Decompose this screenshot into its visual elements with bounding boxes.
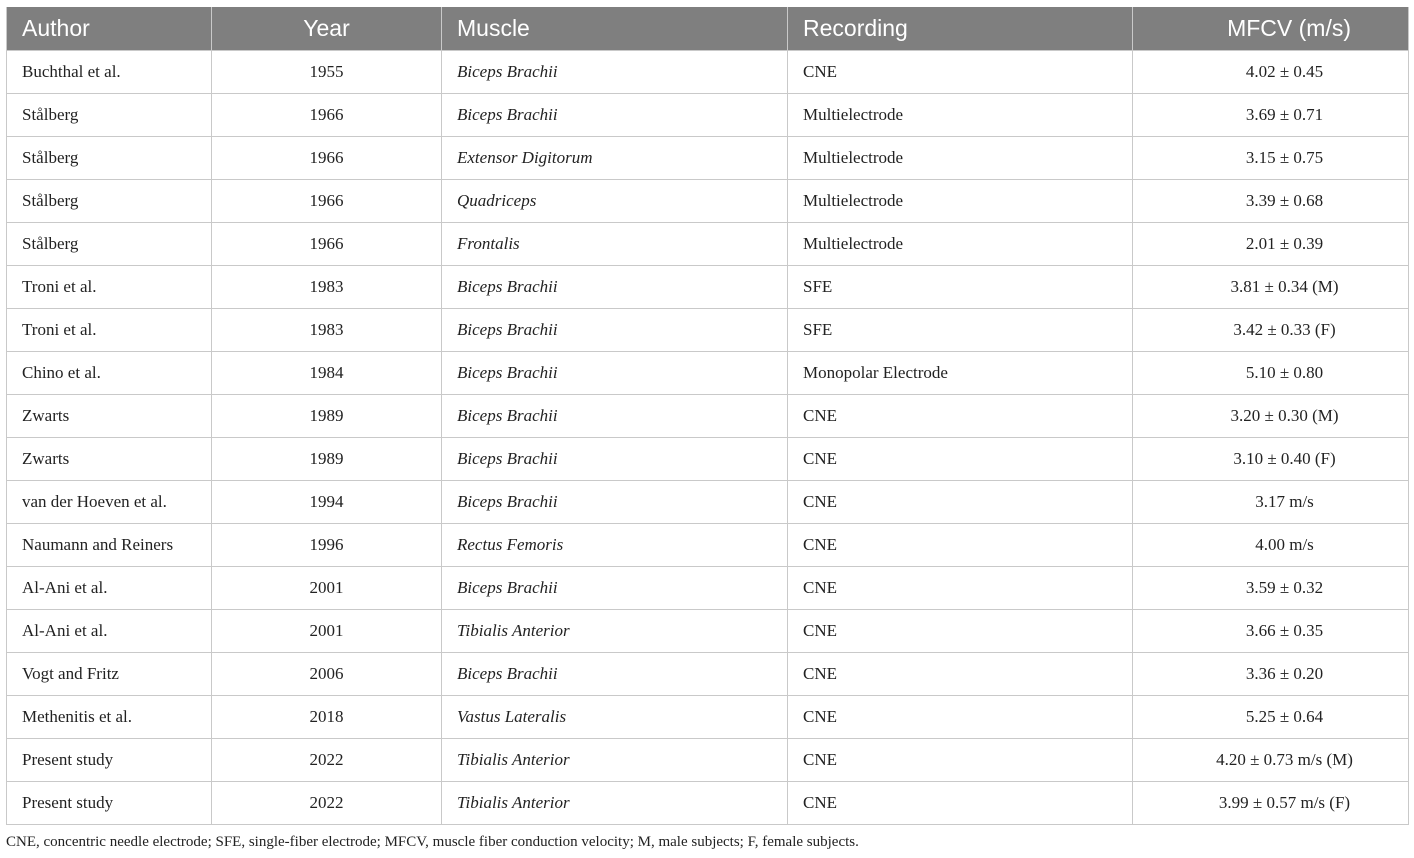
cell-recording: CNE (788, 395, 1133, 438)
cell-year: 1983 (212, 266, 442, 309)
cell-mfcv: 3.69 ± 0.71 (1133, 94, 1409, 137)
cell-author: van der Hoeven et al. (7, 481, 212, 524)
cell-year: 2006 (212, 653, 442, 696)
cell-mfcv: 5.10 ± 0.80 (1133, 352, 1409, 395)
cell-year: 1996 (212, 524, 442, 567)
cell-mfcv: 3.39 ± 0.68 (1133, 180, 1409, 223)
cell-year: 1955 (212, 51, 442, 94)
cell-recording: Multielectrode (788, 223, 1133, 266)
cell-author: Al-Ani et al. (7, 567, 212, 610)
cell-mfcv: 4.00 m/s (1133, 524, 1409, 567)
cell-year: 2001 (212, 567, 442, 610)
cell-mfcv: 3.42 ± 0.33 (F) (1133, 309, 1409, 352)
cell-mfcv: 5.25 ± 0.64 (1133, 696, 1409, 739)
cell-recording: Multielectrode (788, 180, 1133, 223)
cell-year: 2001 (212, 610, 442, 653)
header-muscle: Muscle (442, 7, 788, 51)
cell-year: 2022 (212, 739, 442, 782)
table-row (7, 653, 1409, 696)
cell-mfcv: 3.10 ± 0.40 (F) (1133, 438, 1409, 481)
cell-author: Stålberg (7, 94, 212, 137)
cell-author: Chino et al. (7, 352, 212, 395)
cell-author: Troni et al. (7, 266, 212, 309)
table-footnote: CNE, concentric needle electrode; SFE, single-fiber electrode; MFCV, muscle fiber conduction velocity; M, male subjects; F, female subjects. (6, 834, 859, 850)
table-row (7, 567, 1409, 610)
cell-mfcv: 3.59 ± 0.32 (1133, 567, 1409, 610)
cell-year: 1966 (212, 180, 442, 223)
cell-muscle: Biceps Brachii (442, 51, 788, 94)
cell-muscle: Biceps Brachii (442, 438, 788, 481)
cell-muscle: Biceps Brachii (442, 481, 788, 524)
table-row (7, 51, 1409, 94)
cell-recording: CNE (788, 610, 1133, 653)
cell-year: 2022 (212, 782, 442, 825)
table-row (7, 395, 1409, 438)
table-row (7, 438, 1409, 481)
cell-recording: Multielectrode (788, 94, 1133, 137)
cell-recording: SFE (788, 266, 1133, 309)
cell-recording: Multielectrode (788, 137, 1133, 180)
cell-year: 1983 (212, 309, 442, 352)
table-row (7, 352, 1409, 395)
table-row (7, 94, 1409, 137)
cell-mfcv: 3.66 ± 0.35 (1133, 610, 1409, 653)
cell-recording: SFE (788, 309, 1133, 352)
cell-muscle: Rectus Femoris (442, 524, 788, 567)
cell-muscle: Biceps Brachii (442, 352, 788, 395)
cell-year: 1984 (212, 352, 442, 395)
cell-author: Methenitis et al. (7, 696, 212, 739)
table-row (7, 782, 1409, 825)
cell-mfcv: 3.17 m/s (1133, 481, 1409, 524)
cell-muscle: Biceps Brachii (442, 567, 788, 610)
table-row (7, 696, 1409, 739)
cell-author: Present study (7, 739, 212, 782)
table-row (7, 309, 1409, 352)
header-year: Year (212, 7, 442, 51)
table-row (7, 137, 1409, 180)
cell-muscle: Biceps Brachii (442, 94, 788, 137)
cell-author: Buchthal et al. (7, 51, 212, 94)
cell-muscle: Biceps Brachii (442, 395, 788, 438)
table-row (7, 524, 1409, 567)
cell-author: Stålberg (7, 223, 212, 266)
mfcv-table (6, 7, 1409, 825)
cell-mfcv: 3.20 ± 0.30 (M) (1133, 395, 1409, 438)
cell-muscle: Extensor Digitorum (442, 137, 788, 180)
cell-recording: CNE (788, 567, 1133, 610)
cell-muscle: Tibialis Anterior (442, 739, 788, 782)
cell-muscle: Tibialis Anterior (442, 610, 788, 653)
cell-mfcv: 3.15 ± 0.75 (1133, 137, 1409, 180)
table-row (7, 180, 1409, 223)
cell-year: 1966 (212, 94, 442, 137)
cell-author: Vogt and Fritz (7, 653, 212, 696)
cell-mfcv: 3.81 ± 0.34 (M) (1133, 266, 1409, 309)
mfcv-table-container (6, 7, 1408, 825)
cell-muscle: Tibialis Anterior (442, 782, 788, 825)
cell-mfcv: 4.02 ± 0.45 (1133, 51, 1409, 94)
cell-muscle: Quadriceps (442, 180, 788, 223)
table-row (7, 481, 1409, 524)
table-row (7, 223, 1409, 266)
table-header-row (7, 7, 1409, 51)
cell-year: 1966 (212, 137, 442, 180)
cell-recording: CNE (788, 782, 1133, 825)
cell-year: 1966 (212, 223, 442, 266)
cell-author: Troni et al. (7, 309, 212, 352)
cell-author: Stålberg (7, 137, 212, 180)
cell-author: Al-Ani et al. (7, 610, 212, 653)
cell-recording: CNE (788, 51, 1133, 94)
cell-mfcv: 3.36 ± 0.20 (1133, 653, 1409, 696)
table-body (7, 51, 1409, 825)
cell-recording: CNE (788, 653, 1133, 696)
cell-mfcv: 4.20 ± 0.73 m/s (M) (1133, 739, 1409, 782)
cell-author: Present study (7, 782, 212, 825)
cell-year: 1989 (212, 438, 442, 481)
cell-mfcv: 3.99 ± 0.57 m/s (F) (1133, 782, 1409, 825)
cell-recording: CNE (788, 739, 1133, 782)
header-mfcv: MFCV (m/s) (1133, 7, 1409, 51)
cell-author: Stålberg (7, 180, 212, 223)
cell-author: Zwarts (7, 395, 212, 438)
cell-recording: Monopolar Electrode (788, 352, 1133, 395)
header-author: Author (7, 7, 212, 51)
cell-author: Zwarts (7, 438, 212, 481)
cell-recording: CNE (788, 696, 1133, 739)
cell-muscle: Biceps Brachii (442, 653, 788, 696)
cell-year: 2018 (212, 696, 442, 739)
cell-year: 1994 (212, 481, 442, 524)
cell-mfcv: 2.01 ± 0.39 (1133, 223, 1409, 266)
table-row (7, 266, 1409, 309)
table-row (7, 739, 1409, 782)
cell-year: 1989 (212, 395, 442, 438)
cell-muscle: Biceps Brachii (442, 266, 788, 309)
cell-recording: CNE (788, 438, 1133, 481)
cell-recording: CNE (788, 481, 1133, 524)
cell-muscle: Biceps Brachii (442, 309, 788, 352)
table-row (7, 610, 1409, 653)
cell-muscle: Frontalis (442, 223, 788, 266)
cell-author: Naumann and Reiners (7, 524, 212, 567)
cell-muscle: Vastus Lateralis (442, 696, 788, 739)
header-recording: Recording (788, 7, 1133, 51)
cell-recording: CNE (788, 524, 1133, 567)
